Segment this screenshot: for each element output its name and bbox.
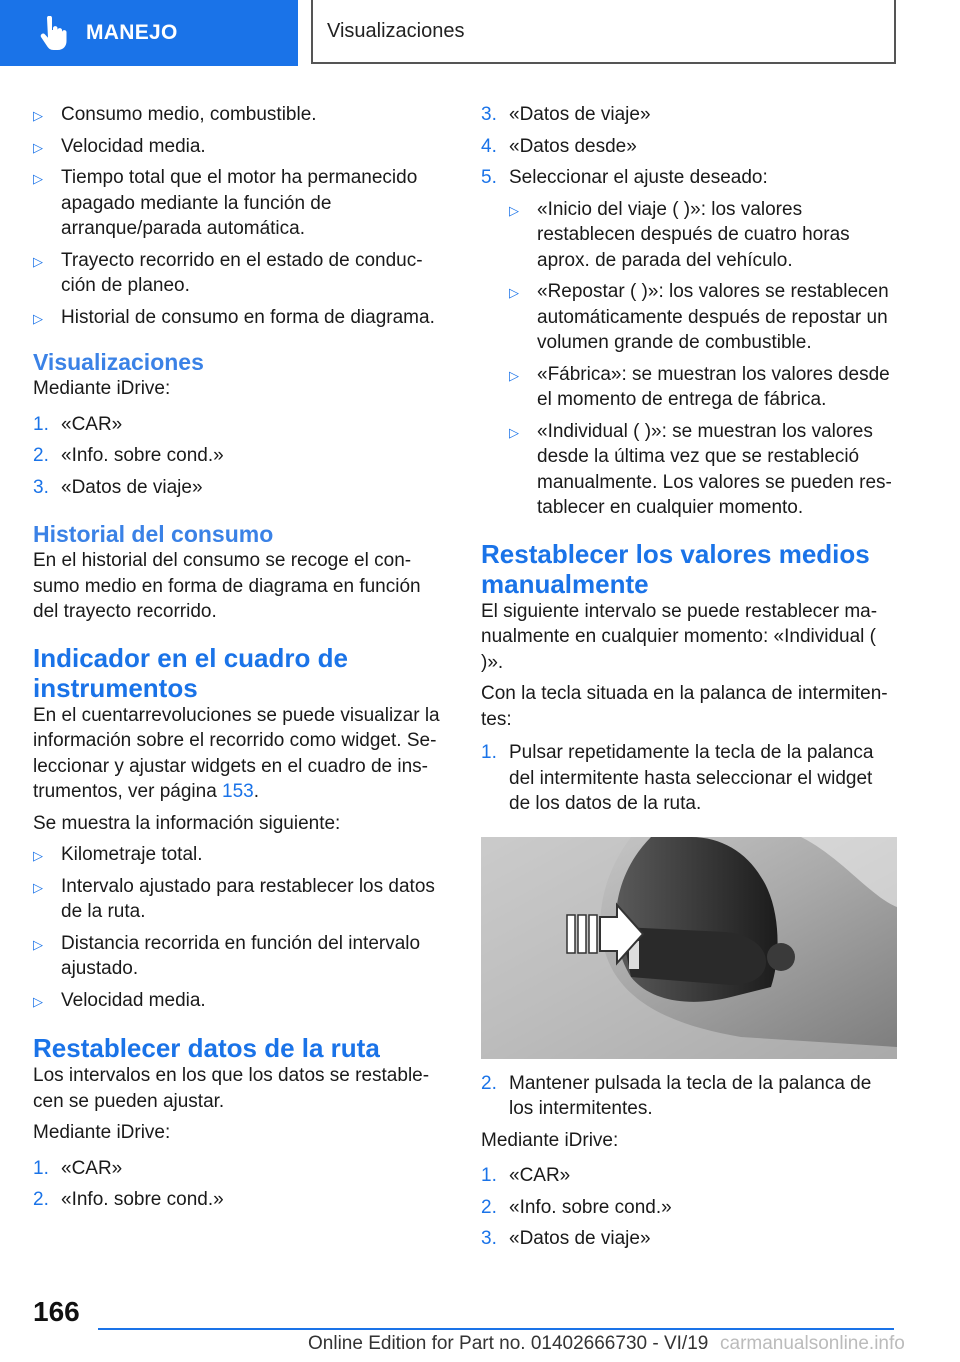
paragraph-text: En el cuentarrevoluciones se puede visualizar la información sobre el recorrido como widget. Se-leccionar y ajustar widgets en el cuadro de ins-trumentos, ver página — [33, 704, 440, 802]
step-text: Mantener pulsada la tecla de la palanca de los intermitentes. — [509, 1072, 872, 1119]
footer-divider — [98, 1328, 894, 1330]
turn-signal-lever-photo — [481, 837, 897, 1059]
right-column — [481, 102, 897, 1258]
list-item — [481, 1195, 897, 1221]
step-text: «Datos de viaje» — [61, 476, 203, 498]
list-item — [481, 134, 897, 160]
step-text: «CAR» — [61, 413, 123, 435]
list-item: ▷ Distancia recorrida en función del intervalo ajustado. — [33, 931, 441, 982]
list-item — [481, 102, 897, 128]
step-number: 1. — [33, 413, 49, 435]
hand-pointer-icon — [38, 16, 68, 50]
list-item — [481, 1071, 897, 1122]
page-header — [0, 0, 960, 66]
step-text: «Datos de viaje» — [509, 104, 651, 125]
step-text: Seleccionar el ajuste deseado: — [509, 167, 768, 188]
step-number: 3. — [481, 1228, 497, 1249]
list-item — [33, 475, 441, 501]
list-item — [481, 165, 897, 521]
list-item — [33, 1187, 441, 1213]
steps-list — [33, 412, 441, 501]
sub-list — [509, 197, 897, 521]
step-number: 3. — [33, 476, 49, 498]
step-text: «Info. sobre cond.» — [61, 1189, 224, 1210]
step-text: «Info. sobre cond.» — [61, 445, 224, 466]
steps-list — [481, 1071, 897, 1122]
list-item: ▷ «Repostar ( )»: los valores se restablecen automáticamente después de repostar un volumen grande de combustible. — [509, 279, 897, 356]
heading-indicador: Indicador en el cuadro de instrumentos — [33, 642, 348, 703]
list-item — [481, 740, 897, 817]
paragraph-end: . — [253, 781, 260, 802]
step-number: 1. — [481, 1165, 497, 1186]
list-item: ▷ Velocidad media. — [33, 134, 441, 160]
step-text: «Datos desde» — [509, 135, 637, 157]
paragraph: Mediante iDrive: — [33, 378, 171, 399]
step-text: «Info. sobre cond.» — [509, 1196, 672, 1218]
step-number: 3. — [481, 104, 497, 125]
step-text: «Datos de viaje» — [509, 1228, 651, 1249]
list-item — [33, 412, 441, 438]
heading-manual: Restablecer los valores medios manualmente — [481, 538, 870, 599]
left-column — [33, 102, 441, 1219]
step-number: 1. — [33, 1157, 49, 1179]
steps-list — [481, 740, 897, 817]
section-tab — [0, 0, 298, 66]
info-list — [33, 842, 441, 1013]
list-item — [33, 443, 441, 469]
step-number: 2. — [481, 1072, 497, 1094]
steps-list — [33, 1156, 441, 1213]
heading-restablecer: Restablecer datos de la ruta — [33, 1033, 380, 1063]
step-number: 4. — [481, 135, 497, 157]
page-link[interactable]: 153 — [222, 781, 254, 802]
heading-historial: Historial del consumo — [33, 521, 274, 547]
list-item: ▷ Historial de consumo en forma de diagrama. — [33, 305, 441, 331]
step-number: 5. — [481, 167, 497, 188]
heading-visualizaciones: Visualizaciones — [33, 349, 204, 375]
list-item: ▷ Intervalo ajustado para restablecer los datos de la ruta. — [33, 874, 441, 925]
paragraph: El siguiente intervalo se puede restablecer ma-nualmente en cualquier momento: «Individual ( )». — [481, 600, 878, 673]
step-number: 2. — [481, 1196, 497, 1218]
step-number: 2. — [33, 445, 49, 466]
list-item: ▷ Velocidad media. — [33, 988, 441, 1014]
chapter-title: Visualizaciones — [311, 0, 896, 64]
step-text: Pulsar repetidamente la tecla de la palanca del intermitente hasta seleccionar el widget de los datos de la ruta. — [509, 742, 874, 814]
list-item: ▷ Kilometraje total. — [33, 842, 441, 868]
step-number: 2. — [33, 1189, 49, 1210]
section-label: MANEJO — [86, 21, 178, 44]
paragraph: Los intervalos en los que los datos se restable-cen se pueden ajustar. — [33, 1065, 430, 1112]
paragraph: Mediante iDrive: — [481, 1129, 619, 1151]
footer-edition: Online Edition for Part no. 01402666730 - VI/19 — [308, 1333, 709, 1354]
paragraph: Con la tecla situada en la palanca de intermiten-tes: — [481, 683, 888, 730]
steps-list — [481, 1163, 897, 1252]
step-number: 1. — [481, 742, 497, 763]
info-list — [33, 102, 441, 330]
footer-watermark: carmanualsonline.info — [720, 1333, 905, 1354]
list-item: ▷ «Inicio del viaje ( )»: los valores restablecen después de cuatro horas aprox. de parada del vehículo. — [509, 197, 897, 274]
list-item — [33, 1156, 441, 1182]
paragraph: Se muestra la información siguiente: — [33, 812, 341, 834]
list-item — [481, 1226, 897, 1252]
step-text: «CAR» — [61, 1157, 123, 1179]
paragraph: Mediante iDrive: — [33, 1122, 171, 1143]
list-item: ▷ Tiempo total que el motor ha permanecido apagado mediante la función de arranque/parada automática. — [33, 165, 441, 242]
list-item: ▷ «Individual ( )»: se muestran los valores desde la última vez que se restableció manualmente. Los valores se pueden res-tablecer en cualquier momento. — [509, 419, 897, 521]
page-number: 166 — [33, 1296, 80, 1327]
step-text: «CAR» — [509, 1165, 571, 1186]
paragraph — [33, 703, 441, 805]
lever-illustration — [481, 837, 897, 1059]
list-item: ▷ Trayecto recorrido en el estado de conduc-ción de planeo. — [33, 248, 441, 299]
list-item: ▷ Consumo medio, combustible. — [33, 102, 441, 128]
list-item: ▷ «Fábrica»: se muestran los valores desde el momento de entrega de fábrica. — [509, 362, 897, 413]
list-item — [481, 1163, 897, 1189]
paragraph: En el historial del consumo se recoge el con-sumo medio en forma de diagrama en función del trayecto recorrido. — [33, 550, 421, 622]
steps-list — [481, 102, 897, 521]
